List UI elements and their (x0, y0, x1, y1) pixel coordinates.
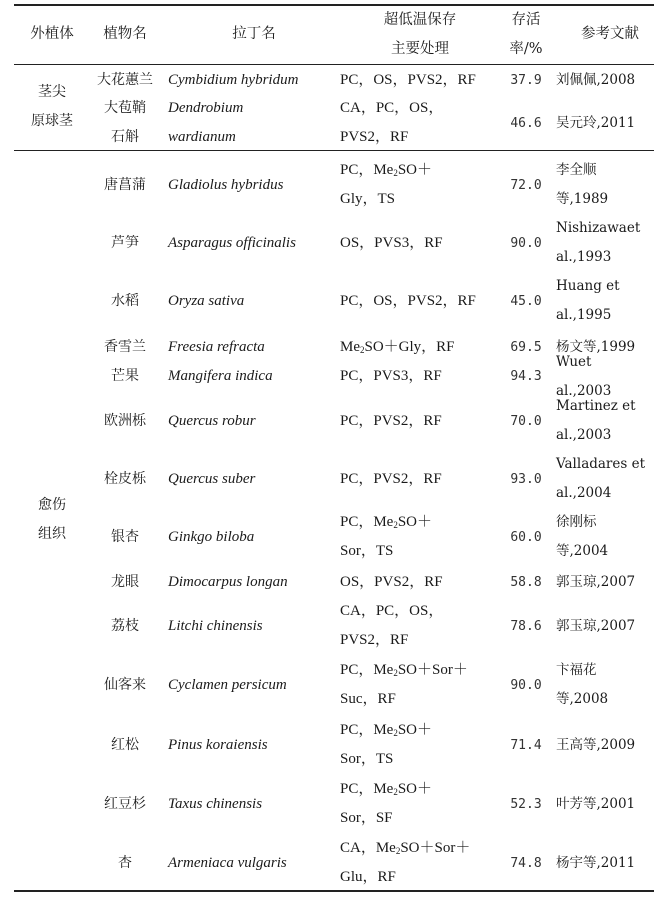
reference (556, 185, 664, 214)
plant-name-text: 唐菖蒲 (104, 176, 146, 193)
latin-name-text: Dendrobium (168, 100, 244, 116)
treatment-text: PC，Me (340, 162, 394, 178)
header-latin-name-text: 拉丁名 (232, 26, 276, 42)
treatment (340, 568, 500, 597)
latin-name-text: Dimocarpus longan (168, 574, 288, 590)
survival-rate (500, 568, 552, 597)
treatment (340, 362, 500, 391)
header-rule (14, 64, 654, 65)
survival-rate (500, 523, 552, 552)
survival-rate-text: 60.0 (510, 529, 542, 545)
treatment (340, 597, 500, 626)
reference-text: al.,2003 (556, 382, 612, 399)
plant-name (90, 465, 160, 494)
plant-name (90, 94, 160, 123)
header-latin-name (168, 20, 340, 49)
treatment-text: SO＋Sor＋ (400, 840, 471, 856)
treatment (340, 94, 500, 123)
treatment-text: OS，PVS3，RF (340, 234, 443, 251)
treatment-text: SO＋Sor＋ (397, 662, 468, 678)
reference-text: 叶芳等,2001 (556, 795, 636, 812)
explant-group (14, 78, 90, 107)
reference (556, 109, 664, 138)
plant-name-text: 芦笋 (111, 234, 139, 251)
treatment-text: PC，PVS3，RF (340, 368, 442, 384)
treatment (340, 656, 500, 685)
treatment-text: SO＋ (397, 162, 433, 178)
reference-text: 王高等,2009 (556, 736, 636, 753)
treatment-text: SO＋ (397, 722, 433, 738)
latin-name-text: Gladiolus hybridus (168, 176, 284, 193)
treatment-text: PC，PVS2，RF (340, 412, 442, 429)
treatment-text: Sor，TS (340, 543, 394, 559)
latin-name-text: Ginkgo biloba (168, 528, 255, 545)
latin-name (168, 790, 340, 819)
plant-name-text: 大苞鞘 (104, 100, 146, 116)
survival-rate (500, 171, 552, 200)
reference (556, 479, 664, 508)
treatment-text: SO＋Gly，RF (364, 339, 455, 355)
treatment (340, 685, 500, 714)
reference-text: 卞福花 (556, 662, 597, 678)
plant-name (90, 523, 160, 552)
survival-rate-text: 94.3 (510, 369, 542, 384)
top-rule (14, 4, 654, 6)
plant-name-text: 龙眼 (111, 574, 139, 590)
reference-text: Huang et (556, 278, 620, 294)
reference (556, 421, 664, 450)
treatment (340, 333, 500, 362)
treatment-text: Gly，TS (340, 191, 396, 207)
treatment-text: PC，Me (340, 514, 394, 530)
survival-rate (500, 287, 552, 316)
plant-name-text: 欧洲栎 (104, 412, 146, 429)
reference (556, 301, 664, 330)
treatment-text: CA，PC，OS， (340, 100, 444, 116)
header-plant-name-text: 植物名 (103, 26, 147, 42)
header-survival-line1 (500, 6, 552, 35)
header-treatment-line2-text: 主要处理 (391, 41, 449, 57)
reference (556, 568, 664, 597)
latin-name-text: Taxus chinensis (168, 795, 263, 812)
treatment (340, 626, 500, 655)
reference (556, 392, 664, 421)
plant-name (90, 568, 160, 597)
latin-name-text: Mangifera indica (168, 368, 273, 384)
plant-name-text: 大花蕙兰 (97, 72, 153, 88)
survival-rate (500, 362, 552, 391)
reference-text: Nishizawaet (556, 220, 641, 236)
reference (556, 790, 664, 819)
treatment-text: CA，PC，OS， (340, 603, 444, 619)
reference-text: 徐刚标 (556, 514, 597, 530)
header-treatment-line2 (340, 35, 500, 64)
survival-rate-text: 78.6 (510, 618, 542, 634)
plant-name-text: 杏 (118, 854, 132, 871)
treatment-text: PC，OS，PVS2，RF (340, 292, 476, 309)
reference (556, 450, 664, 479)
latin-name (168, 568, 340, 597)
latin-name (168, 731, 340, 760)
survival-rate (500, 229, 552, 258)
treatment-text: PC，Me (340, 781, 394, 797)
latin-name (168, 362, 340, 391)
reference (556, 685, 664, 714)
treatment-text: OS，PVS2，RF (340, 574, 443, 590)
survival-rate-text: 72.0 (510, 177, 542, 193)
treatment-text: Sor，TS (340, 751, 394, 767)
bottom-rule (14, 890, 654, 892)
treatment-text: PVS2，RF (340, 129, 409, 145)
treatment (340, 745, 500, 774)
plant-name (90, 671, 160, 700)
latin-name-text: Pinus koraiensis (168, 736, 268, 753)
subscript: 2 (393, 168, 398, 178)
plant-name (90, 407, 160, 436)
treatment (340, 834, 500, 863)
survival-rate (500, 671, 552, 700)
survival-rate (500, 407, 552, 436)
treatment (340, 123, 500, 152)
survival-rate-text: 71.4 (510, 737, 542, 753)
latin-name (168, 171, 340, 200)
header-survival-line2-text: 率/% (509, 41, 543, 57)
explant-group-text: 愈伤 (38, 497, 66, 513)
header-survival-line2 (500, 35, 552, 64)
reference-text: 等,2008 (556, 691, 609, 707)
reference (556, 214, 664, 243)
latin-name (168, 612, 340, 641)
latin-name (168, 333, 340, 362)
reference (556, 731, 664, 760)
treatment (340, 66, 500, 95)
latin-name (168, 465, 340, 494)
reference (556, 156, 664, 185)
reference-text: 杨文等,1999 (556, 339, 636, 355)
reference (556, 537, 664, 566)
latin-name (168, 66, 340, 95)
reference (556, 66, 664, 95)
treatment-text: PC，Me (340, 722, 394, 738)
header-plant-name (90, 20, 160, 49)
reference (556, 348, 664, 377)
latin-name (168, 849, 340, 878)
plant-name-text: 芒果 (111, 368, 139, 384)
reference-text: 等,1989 (556, 191, 609, 207)
plant-name-text: 银杏 (111, 528, 139, 545)
plant-name (90, 790, 160, 819)
plant-name-text: 水稻 (111, 292, 139, 309)
explant-group-text: 原球茎 (31, 113, 73, 129)
survival-rate (500, 109, 552, 138)
reference (556, 612, 664, 641)
reference-text: 等,2004 (556, 543, 609, 559)
header-survival-line1-text: 存活 (511, 12, 541, 28)
header-reference-text: 参考文献 (581, 26, 639, 42)
treatment-text: PVS2，RF (340, 632, 409, 648)
plant-name (90, 287, 160, 316)
plant-name (90, 612, 160, 641)
reference-text: 郭玉琼,2007 (556, 617, 636, 634)
reference-text: Wuet (556, 353, 592, 370)
treatment-text: Sor，SF (340, 810, 393, 826)
subscript: 2 (393, 668, 398, 678)
reference-text: al.,1993 (556, 249, 612, 265)
survival-rate (500, 731, 552, 760)
treatment (340, 716, 500, 745)
plant-name-text: 红松 (111, 736, 139, 753)
reference-text: al.,1995 (556, 307, 612, 323)
treatment-text: Me (340, 339, 360, 355)
survival-rate-text: 74.8 (510, 855, 542, 871)
explant-group (14, 107, 90, 136)
latin-name-text: wardianum (168, 129, 236, 145)
treatment-text: PC，OS，PVS2，RF (340, 72, 476, 88)
header-explant-text: 外植体 (30, 26, 74, 42)
latin-name-text: Cyclamen persicum (168, 676, 287, 693)
plant-name-text: 红豆杉 (104, 795, 146, 812)
latin-name (168, 94, 340, 123)
survival-rate (500, 66, 552, 95)
reference-text: al.,2004 (556, 485, 612, 501)
explant-group-text: 组织 (38, 526, 66, 542)
latin-name-text: Litchi chinensis (168, 617, 263, 634)
treatment-text: CA，Me (340, 840, 396, 856)
latin-name (168, 123, 340, 152)
survival-rate (500, 612, 552, 641)
treatment (340, 775, 500, 804)
explant-group (14, 520, 90, 549)
survival-rate-text: 93.0 (510, 471, 542, 487)
header-reference (556, 20, 664, 49)
survival-rate-text: 45.0 (510, 293, 542, 309)
reference (556, 272, 664, 301)
reference (556, 849, 664, 878)
reference-text: 刘佩佩,2008 (556, 72, 636, 88)
reference-text: al.,2003 (556, 427, 612, 443)
reference (556, 243, 664, 272)
treatment (340, 537, 500, 566)
latin-name-text: Cymbidium hybridum (168, 72, 299, 88)
treatment (340, 185, 500, 214)
plant-name-text: 石斛 (111, 129, 139, 145)
header-treatment-line1-text: 超低温保存 (383, 12, 457, 28)
subscript: 2 (393, 728, 398, 738)
latin-name-text: Armeniaca vulgaris (168, 854, 287, 871)
treatment (340, 407, 500, 436)
survival-rate (500, 333, 552, 362)
treatment (340, 465, 500, 494)
treatment (340, 156, 500, 185)
plant-name (90, 229, 160, 258)
survival-rate-text: 46.6 (510, 115, 542, 131)
survival-rate (500, 849, 552, 878)
plant-name (90, 333, 160, 362)
plant-name-text: 栓皮栎 (104, 470, 146, 487)
survival-rate-text: 58.8 (510, 575, 542, 590)
plant-name-text: 仙客来 (104, 676, 146, 693)
header-treatment-line1 (340, 6, 500, 35)
latin-name (168, 671, 340, 700)
survival-rate-text: 90.0 (510, 677, 542, 693)
plant-name-text: 荔枝 (111, 617, 139, 634)
explant-group-text: 茎尖 (38, 84, 66, 100)
treatment-text: PC，Me (340, 662, 394, 678)
latin-name (168, 287, 340, 316)
latin-name-text: Quercus robur (168, 412, 256, 429)
latin-name-text: Quercus suber (168, 470, 256, 487)
survival-rate-text: 69.5 (510, 340, 542, 355)
treatment (340, 229, 500, 258)
reference-text: 吴元玲,2011 (556, 114, 636, 131)
treatment (340, 508, 500, 537)
treatment (340, 804, 500, 833)
treatment (340, 287, 500, 316)
subscript: 2 (395, 846, 401, 856)
plant-name (90, 849, 160, 878)
reference-text: Valladares et (556, 456, 646, 472)
treatment-text: Glu，RF (340, 869, 396, 885)
survival-rate-text: 37.9 (510, 73, 542, 88)
plant-name (90, 123, 160, 152)
reference (556, 508, 664, 537)
survival-rate-text: 90.0 (510, 235, 542, 251)
survival-rate-text: 70.0 (510, 413, 542, 429)
latin-name (168, 229, 340, 258)
reference-text: 李全顺 (556, 162, 597, 178)
header-explant (14, 20, 90, 49)
treatment (340, 863, 500, 892)
treatment-text: PC，PVS2，RF (340, 470, 442, 487)
treatment-text: SO＋ (397, 781, 433, 797)
subscript: 2 (393, 787, 398, 797)
reference-text: Martinez et (556, 398, 636, 414)
plant-name (90, 731, 160, 760)
reference-text: 杨宇等,2011 (556, 854, 636, 871)
reference-text: 郭玉琼,2007 (556, 574, 636, 590)
latin-name-text: Freesia refracta (168, 339, 265, 355)
reference (556, 656, 664, 685)
plant-name (90, 171, 160, 200)
subscript: 2 (393, 520, 398, 530)
latin-name (168, 523, 340, 552)
plant-name (90, 66, 160, 95)
survival-rate (500, 790, 552, 819)
treatment-text: Suc，RF (340, 691, 396, 707)
explant-group (14, 491, 90, 520)
latin-name (168, 407, 340, 436)
survival-rate-text: 52.3 (510, 796, 542, 812)
plant-name-text: 香雪兰 (104, 339, 146, 355)
subscript: 2 (360, 345, 365, 355)
survival-rate (500, 465, 552, 494)
treatment-text: SO＋ (397, 514, 433, 530)
latin-name-text: Asparagus officinalis (168, 234, 296, 251)
latin-name-text: Oryza sativa (168, 292, 245, 309)
plant-name (90, 362, 160, 391)
